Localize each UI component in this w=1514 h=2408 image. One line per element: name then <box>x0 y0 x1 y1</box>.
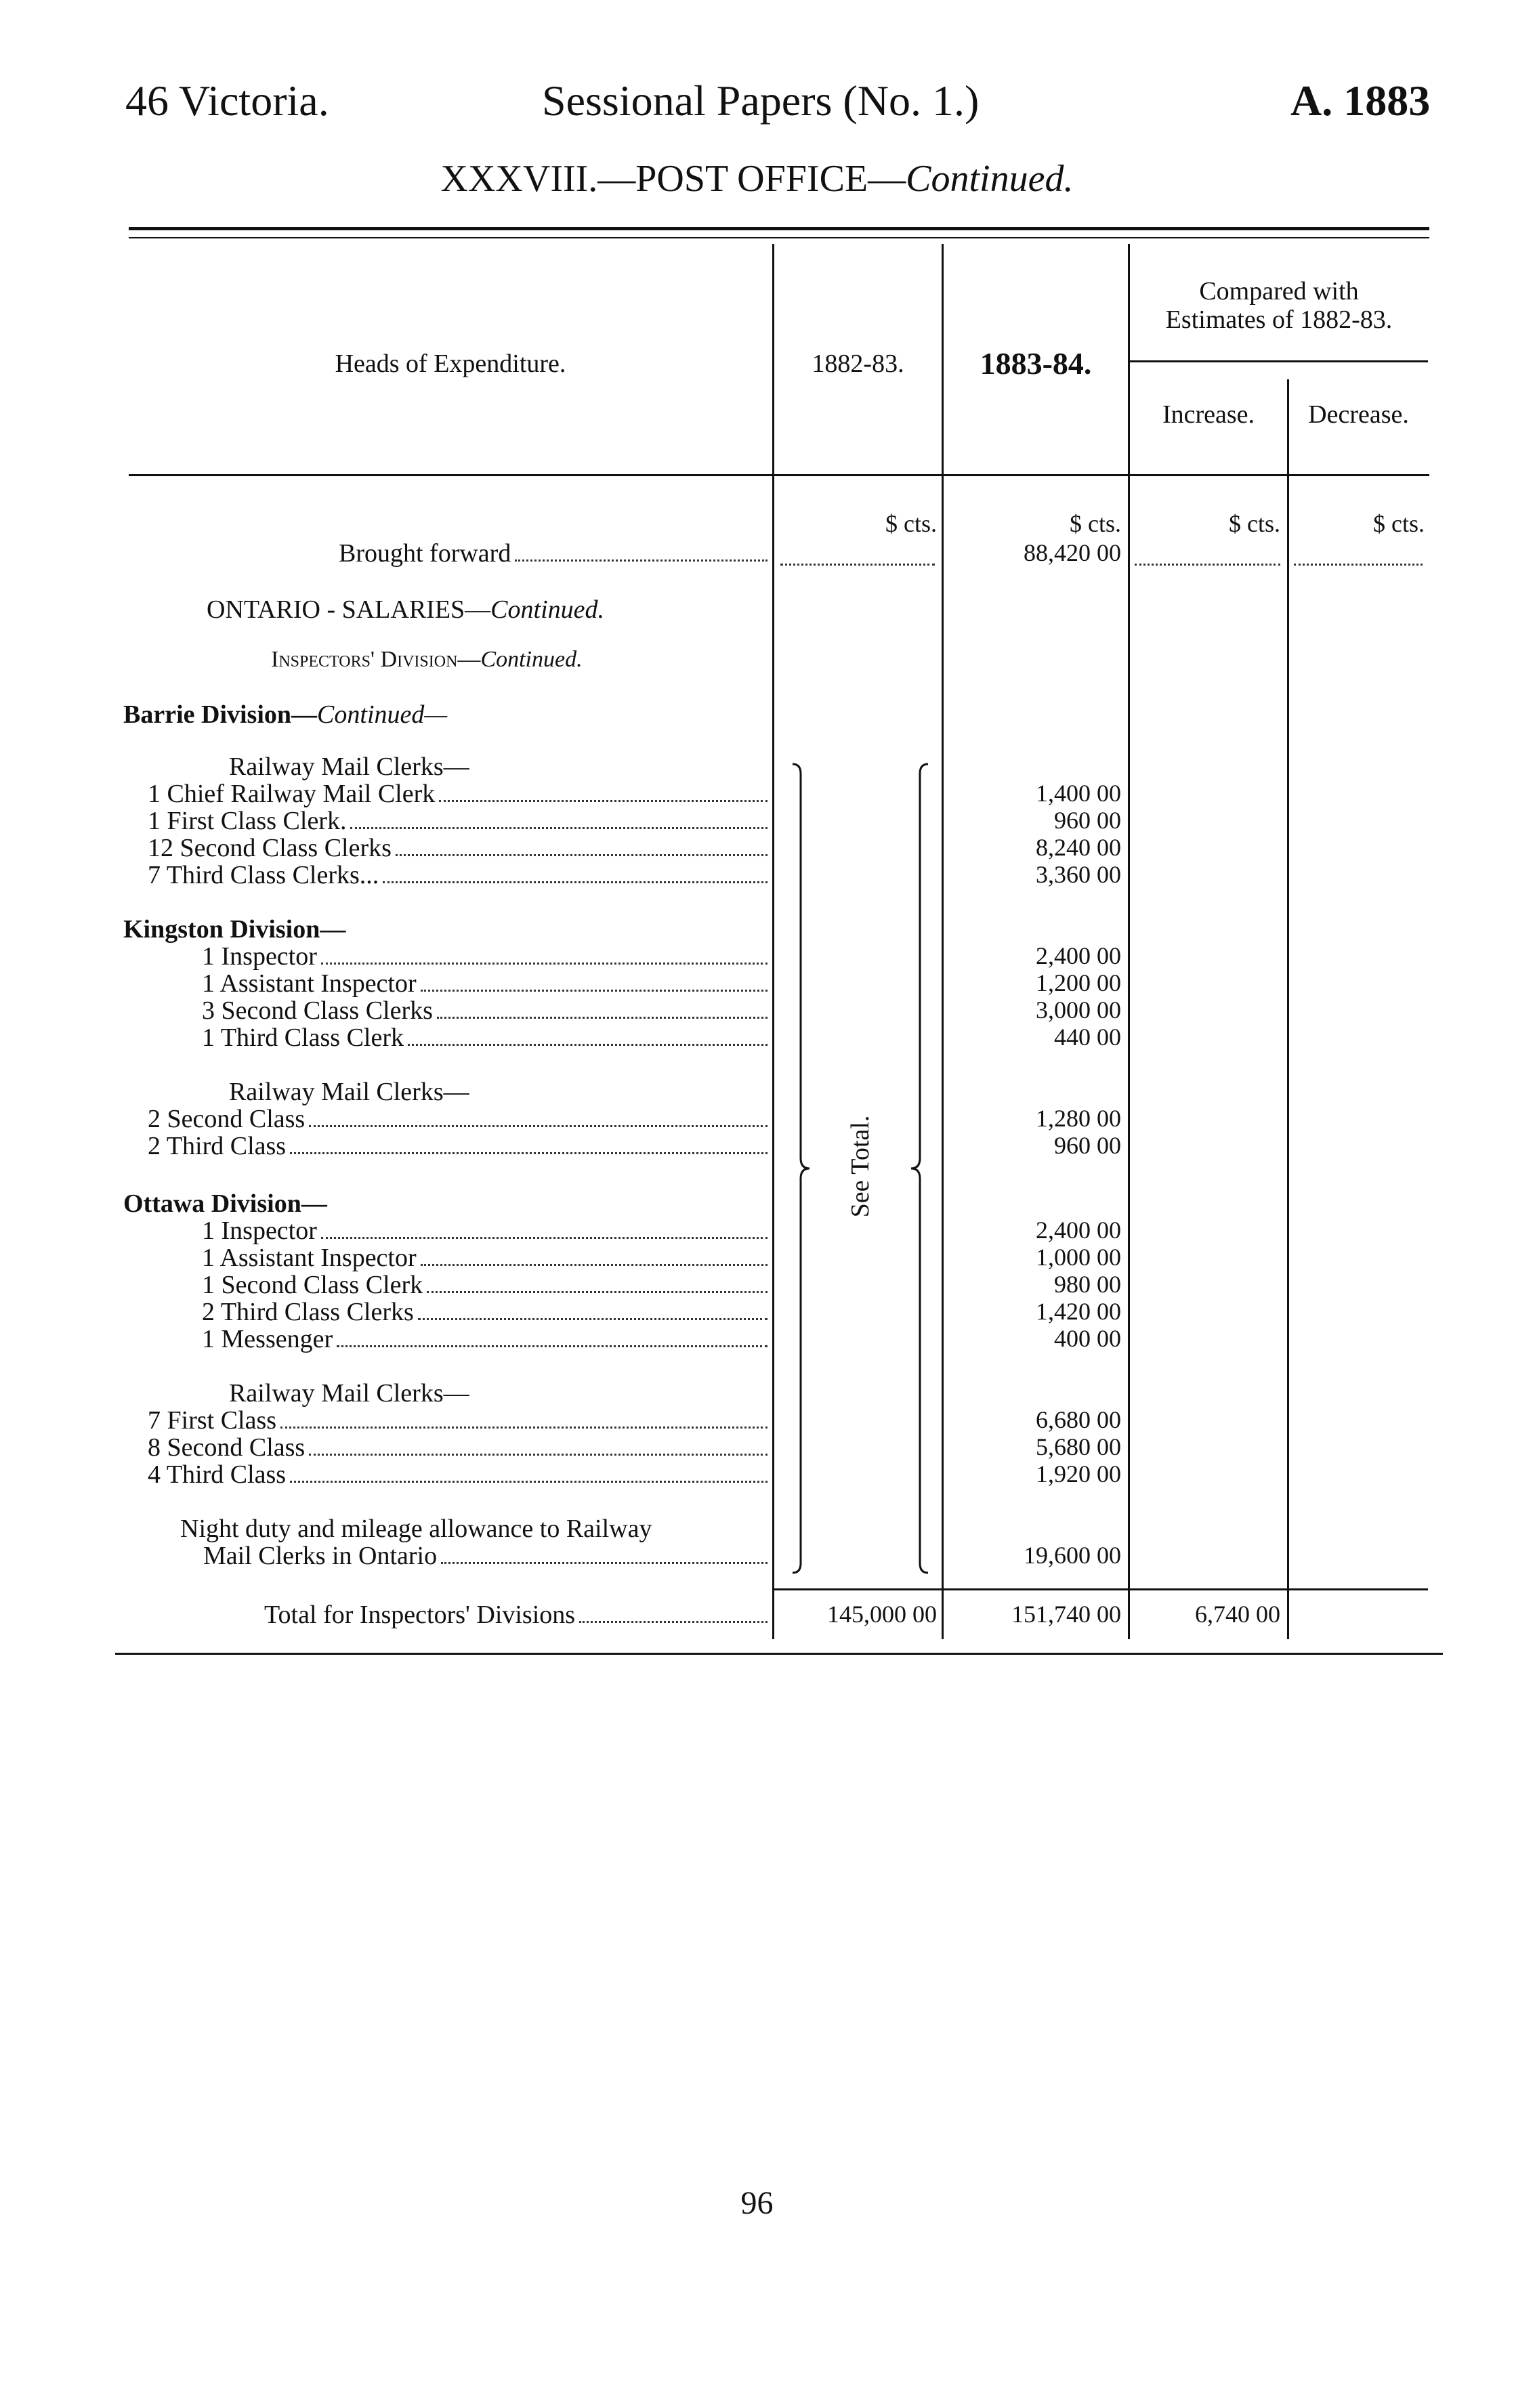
brought-forward-decrease-leader <box>1294 564 1423 566</box>
currency-increase: $ cts. <box>1229 510 1280 537</box>
col-compared-line2: Estimates of 1882-83. <box>1165 305 1393 334</box>
table-row <box>202 996 769 1026</box>
row-label: 1 Chief Railway Mail Clerk <box>148 780 436 808</box>
col-divider-4 <box>1287 379 1289 1639</box>
header-sessional-papers: Sessional Papers (No. 1.) <box>542 77 980 125</box>
table-row <box>202 1243 769 1273</box>
bottom-rule <box>115 1653 1443 1655</box>
top-rule <box>129 227 1429 230</box>
row-amount-1883-84: 2,400 00 <box>1036 1217 1121 1244</box>
row-amount-1883-84: 1,920 00 <box>1036 1460 1121 1487</box>
table-row <box>229 1077 469 1107</box>
row-amount-1883-84: 980 00 <box>1054 1271 1121 1298</box>
brought-forward-1883-84: 88,420 00 <box>1024 539 1121 566</box>
table-row <box>148 806 769 836</box>
row-label: 1 Third Class Clerk <box>202 1023 404 1052</box>
brought-forward-increase-leader <box>1135 564 1280 566</box>
section-barrie-division: Barrie Division—Continued— <box>123 700 448 729</box>
table-row <box>202 1324 769 1354</box>
table-row <box>202 1216 769 1246</box>
col-compared-line1: Compared with <box>1199 277 1359 305</box>
col-heads-expenditure: Heads of Expenditure. <box>335 350 566 378</box>
row-amount-1883-84: 5,680 00 <box>1036 1433 1121 1460</box>
table-row <box>148 860 769 890</box>
total-top-rule <box>772 1588 1428 1590</box>
table-row <box>202 969 769 998</box>
top-rule-thin <box>129 237 1429 238</box>
row-label: 7 Third Class Clerks... <box>148 861 379 889</box>
row-amount-1883-84: 1,200 00 <box>1036 969 1121 996</box>
table-row <box>202 942 769 971</box>
col-1883-84: 1883-84. <box>980 346 1092 381</box>
row-label: 3 Second Class Clerks <box>202 996 433 1025</box>
row-amount-1883-84: 19,600 00 <box>1024 1542 1121 1569</box>
row-label: 1 Inspector <box>202 1217 317 1245</box>
brought-forward-label: Brought forward <box>339 539 511 568</box>
table-row <box>180 1514 652 1544</box>
table-row <box>148 1131 769 1161</box>
row-amount-1883-84: 400 00 <box>1054 1325 1121 1352</box>
table-row <box>148 1433 769 1462</box>
row-label: 1 Assistant Inspector <box>202 969 417 998</box>
row-amount-1883-84: 1,280 00 <box>1036 1105 1121 1132</box>
table-row <box>148 833 769 863</box>
row-label: Night duty and mileage allowance to Railway <box>180 1515 652 1543</box>
row-label: 1 Inspector <box>202 942 317 971</box>
section-ontario-salaries: ONTARIO - SALARIES—Continued. <box>207 595 604 624</box>
table-row <box>202 1270 769 1300</box>
brought-forward-1882-83-leader <box>780 564 935 566</box>
row-label: 1 First Class Clerk. <box>148 807 347 835</box>
total-label: Total for Inspectors' Divisions <box>264 1601 576 1629</box>
row-label: Railway Mail Clerks— <box>229 1379 469 1408</box>
header-bottom-rule <box>129 474 1429 476</box>
row-amount-1883-84: 440 00 <box>1054 1023 1121 1051</box>
total-1883-84: 151,740 00 <box>1011 1601 1121 1628</box>
row-label: 12 Second Class Clerks <box>148 834 392 862</box>
section-ottawa-division: Ottawa Division— <box>123 1189 327 1218</box>
table-row <box>148 1406 769 1435</box>
table-row <box>202 1297 769 1327</box>
row-amount-1883-84: 1,400 00 <box>1036 780 1121 807</box>
total-row <box>264 1600 769 1630</box>
table-row <box>148 1460 769 1490</box>
col-increase: Increase. <box>1162 400 1255 429</box>
row-amount-1883-84: 960 00 <box>1054 1132 1121 1159</box>
row-amount-1883-84: 3,360 00 <box>1036 861 1121 888</box>
row-amount-1883-84: 1,000 00 <box>1036 1244 1121 1271</box>
row-amount-1883-84: 6,680 00 <box>1036 1406 1121 1433</box>
total-increase: 6,740 00 <box>1195 1601 1280 1628</box>
header-document-code: A. 1883 <box>1290 77 1431 125</box>
section-inspectors-division: Inspectors' Division—Continued. <box>271 647 583 672</box>
table-row <box>148 1104 769 1134</box>
col-divider-1 <box>772 244 774 1639</box>
currency-decrease: $ cts. <box>1373 510 1425 537</box>
col-divider-3 <box>1128 244 1130 1639</box>
total-1882-83: 145,000 00 <box>827 1601 937 1628</box>
row-label: Mail Clerks in Ontario <box>203 1542 438 1570</box>
row-amount-1883-84: 2,400 00 <box>1036 942 1121 969</box>
row-label: 2 Third Class Clerks <box>202 1298 414 1326</box>
table-row <box>202 1023 769 1053</box>
table-row <box>148 779 769 809</box>
currency-1882-83: $ cts. <box>885 510 937 537</box>
table-row <box>229 752 469 782</box>
row-label: 1 Assistant Inspector <box>202 1244 417 1272</box>
page-title: XXXVIII.—POST OFFICE—Continued. <box>440 158 1074 200</box>
page-number: 96 <box>740 2185 774 2221</box>
see-total-label: See Total. <box>846 1115 875 1218</box>
row-amount-1883-84: 8,240 00 <box>1036 834 1121 861</box>
row-label: 1 Second Class Clerk <box>202 1271 423 1299</box>
row-label: 8 Second Class <box>148 1433 306 1462</box>
col-1882-83: 1882-83. <box>812 350 904 378</box>
brought-forward-row <box>339 538 769 568</box>
header-session: 46 Victoria. <box>125 77 329 125</box>
table-row <box>203 1541 769 1571</box>
title-continued: Continued. <box>906 158 1074 200</box>
row-amount-1883-84: 3,000 00 <box>1036 996 1121 1023</box>
section-kingston-division: Kingston Division— <box>123 915 346 944</box>
compared-rule <box>1130 360 1428 362</box>
row-label: 2 Second Class <box>148 1105 306 1133</box>
col-decrease: Decrease. <box>1308 400 1409 429</box>
currency-1883-84: $ cts. <box>1070 510 1121 537</box>
row-label: 1 Messenger <box>202 1325 333 1353</box>
row-label: 7 First Class <box>148 1406 277 1435</box>
row-amount-1883-84: 1,420 00 <box>1036 1298 1121 1325</box>
row-label: 4 Third Class <box>148 1460 287 1489</box>
row-label: Railway Mail Clerks— <box>229 1078 469 1106</box>
row-label: Railway Mail Clerks— <box>229 753 469 781</box>
row-amount-1883-84: 960 00 <box>1054 807 1121 834</box>
table-row <box>229 1378 469 1408</box>
row-label: 2 Third Class <box>148 1132 287 1160</box>
